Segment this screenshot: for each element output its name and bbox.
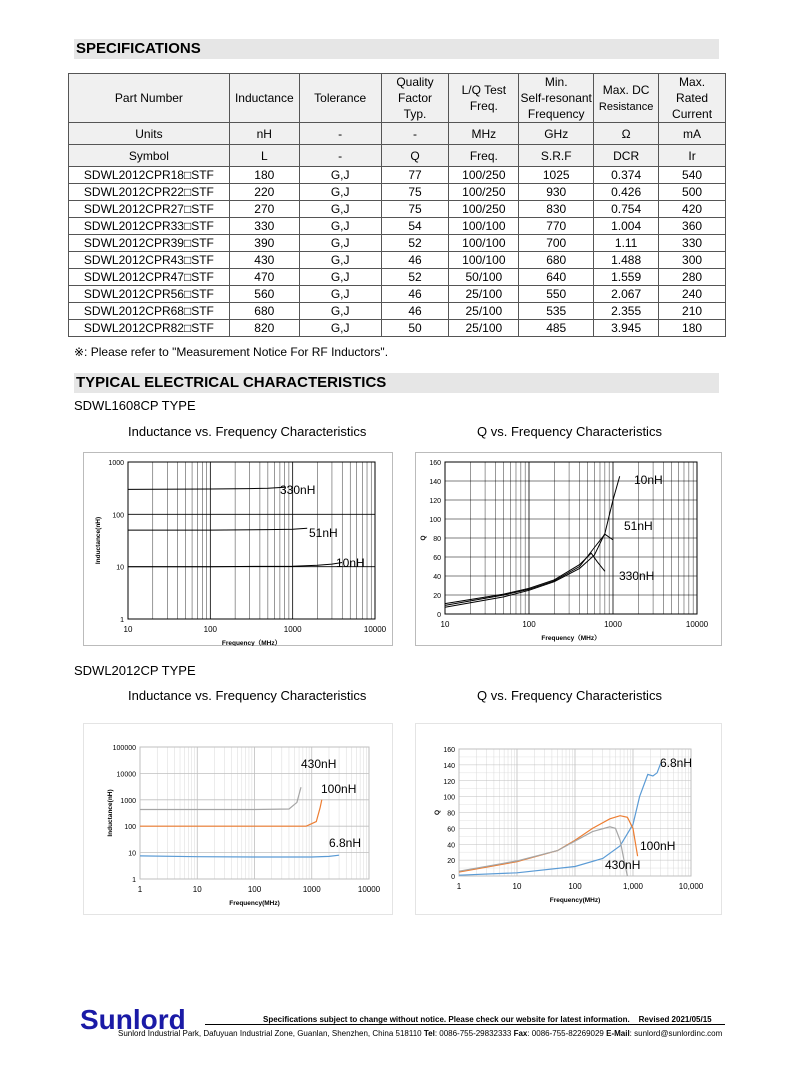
table-cell: 680 xyxy=(519,252,594,269)
symbol-row xyxy=(69,145,726,167)
email-value: : sunlord@sunlordinc.com xyxy=(629,1029,723,1038)
part-number-cell: SDWL2012CPR27□STF xyxy=(69,201,230,218)
table-cell: mA xyxy=(659,123,726,145)
x-tick-label: 1000 xyxy=(604,620,622,629)
table-cell: G,J xyxy=(299,235,381,252)
table-cell: 100/100 xyxy=(449,235,519,252)
part-number-cell: SDWL2012CPR22□STF xyxy=(69,184,230,201)
x-tick-label: 10000 xyxy=(685,620,709,629)
measurement-note: ※: Please refer to "Measurement Notice For RF Inductors". xyxy=(74,345,389,359)
y-tick-label: 80 xyxy=(447,810,455,818)
table-cell: 700 xyxy=(519,235,594,252)
part-number-cell: SDWL2012CPR47□STF xyxy=(69,269,230,286)
header-line: Rated xyxy=(676,91,709,105)
header-line: Max. xyxy=(679,75,706,89)
table-cell: 420 xyxy=(659,201,726,218)
table-cell: Units xyxy=(69,123,230,145)
x-tick-label: 100 xyxy=(247,885,262,894)
tel-value: : 0086-755-29832333 xyxy=(434,1029,512,1038)
table-cell: S.R.F xyxy=(519,145,594,167)
x-axis-label: Frequency(MHz) xyxy=(549,897,601,904)
table-cell: 830 xyxy=(519,201,594,218)
notice-text: Specifications subject to change without notice. Please check our website for latest information. xyxy=(263,1015,630,1024)
table-cell: 52 xyxy=(381,235,449,252)
series-label: 10nH xyxy=(336,556,365,570)
table-cell: 50/100 xyxy=(449,269,519,286)
series-label: 10nH xyxy=(634,473,663,487)
y-tick-label: 20 xyxy=(433,593,441,600)
typical-characteristics-heading: TYPICAL ELECTRICAL CHARACTERISTICS xyxy=(74,373,719,393)
table-row xyxy=(69,218,726,235)
table-cell: G,J xyxy=(299,201,381,218)
y-tick-label: 100 xyxy=(112,512,124,520)
y-tick-label: 120 xyxy=(429,498,441,505)
table-cell: - xyxy=(299,123,381,145)
header-line: L/Q Test xyxy=(461,83,507,97)
table-cell: G,J xyxy=(299,167,381,184)
y-tick-label: 1 xyxy=(120,617,124,624)
y-tick-label: 1000 xyxy=(120,797,136,805)
table-cell: 330 xyxy=(229,218,299,235)
table-cell: 100/100 xyxy=(449,252,519,269)
y-tick-label: 1 xyxy=(132,877,136,884)
table-cell: 75 xyxy=(381,201,449,218)
header-quality-factor xyxy=(381,74,449,123)
table-cell: 180 xyxy=(229,167,299,184)
x-tick-label: 10000 xyxy=(357,885,381,894)
table-cell: 560 xyxy=(229,286,299,303)
y-tick-label: 20 xyxy=(447,858,455,866)
table-cell: 680 xyxy=(229,303,299,320)
footer-address xyxy=(118,1029,722,1038)
table-cell: 0.374 xyxy=(594,167,659,184)
specifications-heading: SPECIFICATIONS xyxy=(74,39,719,59)
table-cell: 360 xyxy=(659,218,726,235)
chart-title-l-1608: Inductance vs. Frequency Characteristics xyxy=(128,424,367,439)
header-line: Typ. xyxy=(403,107,427,121)
table-cell: 77 xyxy=(381,167,449,184)
specifications-table xyxy=(68,73,726,337)
table-cell: Q xyxy=(381,145,449,167)
part-number-cell: SDWL2012CPR68□STF xyxy=(69,303,230,320)
chart-inductance-2012 xyxy=(83,723,393,915)
y-tick-label: 0 xyxy=(437,612,441,619)
x-tick-label: 10 xyxy=(123,625,133,634)
part-number-cell: SDWL2012CPR33□STF xyxy=(69,218,230,235)
x-axis-label: Frequency(MHz) xyxy=(229,900,280,907)
header-line: Current xyxy=(672,107,713,121)
table-cell: - xyxy=(299,145,381,167)
y-tick-label: 80 xyxy=(433,536,441,543)
table-cell: nH xyxy=(229,123,299,145)
email-label: E-Mail xyxy=(606,1029,630,1038)
x-tick-label: 1,000 xyxy=(622,882,644,891)
table-cell: G,J xyxy=(299,218,381,235)
y-tick-label: 10000 xyxy=(116,771,136,779)
table-cell: 54 xyxy=(381,218,449,235)
table-cell: 820 xyxy=(229,320,299,337)
header-part-number: Part Number xyxy=(69,74,230,123)
x-tick-label: 1 xyxy=(456,882,462,891)
table-header-row xyxy=(69,74,726,123)
table-row xyxy=(69,286,726,303)
table-cell: 180 xyxy=(659,320,726,337)
table-cell: 2.067 xyxy=(594,286,659,303)
table-cell: 25/100 xyxy=(449,303,519,320)
table-cell: 52 xyxy=(381,269,449,286)
y-axis-label: Q xyxy=(420,535,427,541)
y-axis-label: Inductance(nH) xyxy=(95,516,102,565)
chart-inductance-1608 xyxy=(83,452,393,646)
header-lq-test-freq xyxy=(449,74,519,123)
table-cell: 1.559 xyxy=(594,269,659,286)
y-axis-label: Inductance(nH) xyxy=(107,789,114,837)
part-number-cell: SDWL2012CPR82□STF xyxy=(69,320,230,337)
table-cell: 300 xyxy=(659,252,726,269)
y-tick-label: 100 xyxy=(443,794,455,802)
y-tick-label: 40 xyxy=(433,574,441,581)
y-tick-label: 140 xyxy=(429,479,441,486)
y-tick-label: 160 xyxy=(429,460,441,467)
part-number-cell: SDWL2012CPR39□STF xyxy=(69,235,230,252)
footer-notice xyxy=(263,1015,712,1024)
table-cell: 220 xyxy=(229,184,299,201)
header-line: Min. xyxy=(544,75,568,89)
header-tolerance: Tolerance xyxy=(299,74,381,123)
fax-label: Fax xyxy=(513,1029,528,1038)
x-tick-label: 100 xyxy=(203,625,218,634)
table-cell: 535 xyxy=(519,303,594,320)
x-tick-label: 10000 xyxy=(363,625,387,634)
series-label: 430nH xyxy=(605,858,641,872)
table-cell: 210 xyxy=(659,303,726,320)
header-line: Freq. xyxy=(469,99,498,113)
y-tick-label: 160 xyxy=(443,747,455,754)
series-label: 100nH xyxy=(321,782,357,796)
series-label: 51nH xyxy=(309,526,338,540)
y-axis-label: Q xyxy=(434,809,441,816)
table-cell: 75 xyxy=(381,184,449,201)
table-cell: 100/250 xyxy=(449,201,519,218)
series-label: 330nH xyxy=(280,483,316,497)
table-cell: 50 xyxy=(381,320,449,337)
header-line: Max. DC xyxy=(602,82,650,97)
table-cell: 1.11 xyxy=(594,235,659,252)
y-tick-label: 100000 xyxy=(112,745,136,752)
type-label-2012: SDWL2012CP TYPE xyxy=(74,663,196,678)
y-tick-label: 40 xyxy=(447,842,455,850)
y-tick-label: 10 xyxy=(116,564,124,572)
table-cell: 46 xyxy=(381,303,449,320)
table-cell: 770 xyxy=(519,218,594,235)
x-axis-label: Frequency（MHz） xyxy=(221,640,282,646)
part-number-cell: SDWL2012CPR56□STF xyxy=(69,286,230,303)
table-cell: Ω xyxy=(594,123,659,145)
table-cell: 100/250 xyxy=(449,167,519,184)
part-number-cell: SDWL2012CPR18□STF xyxy=(69,167,230,184)
table-row xyxy=(69,320,726,337)
table-row xyxy=(69,235,726,252)
series-label: 430nH xyxy=(301,757,337,771)
series-label: 100nH xyxy=(640,839,676,853)
table-cell: G,J xyxy=(299,252,381,269)
table-cell: 240 xyxy=(659,286,726,303)
table-cell: 430 xyxy=(229,252,299,269)
table-row xyxy=(69,269,726,286)
revised-date: Revised 2021/05/15 xyxy=(638,1015,712,1024)
table-cell: - xyxy=(381,123,449,145)
x-tick-label: 1000 xyxy=(302,885,321,894)
x-tick-label: 10,000 xyxy=(678,882,704,891)
chart-title-q-1608: Q vs. Frequency Characteristics xyxy=(477,424,662,439)
table-cell: 270 xyxy=(229,201,299,218)
table-cell: MHz xyxy=(449,123,519,145)
address-text: Sunlord Industrial Park, Dafuyuan Industrial Zone, Guanlan, Shenzhen, China 518110 xyxy=(118,1029,422,1038)
table-cell: 550 xyxy=(519,286,594,303)
y-tick-label: 140 xyxy=(443,762,455,770)
table-cell: 25/100 xyxy=(449,286,519,303)
part-number-cell: SDWL2012CPR43□STF xyxy=(69,252,230,269)
table-cell: DCR xyxy=(594,145,659,167)
table-cell: GHz xyxy=(519,123,594,145)
table-cell: 1025 xyxy=(519,167,594,184)
table-row xyxy=(69,184,726,201)
table-cell: 930 xyxy=(519,184,594,201)
table-cell: 3.945 xyxy=(594,320,659,337)
table-cell: 280 xyxy=(659,269,726,286)
x-tick-label: 10 xyxy=(192,885,202,894)
y-tick-label: 120 xyxy=(443,778,455,786)
series-label: 51nH xyxy=(624,519,653,533)
table-cell: 540 xyxy=(659,167,726,184)
x-tick-label: 1000 xyxy=(283,625,302,634)
table-cell: 46 xyxy=(381,286,449,303)
table-cell: G,J xyxy=(299,269,381,286)
table-row xyxy=(69,303,726,320)
chart-frame xyxy=(416,453,722,646)
table-cell: 100/100 xyxy=(449,218,519,235)
header-inductance: Inductance xyxy=(229,74,299,123)
header-line: Resistance xyxy=(598,100,654,113)
table-row xyxy=(69,167,726,184)
type-label-1608: SDWL1608CP TYPE xyxy=(74,398,196,413)
y-tick-label: 60 xyxy=(447,826,455,834)
x-tick-label: 1 xyxy=(137,885,143,894)
series-label: 330nH xyxy=(619,569,655,583)
x-tick-label: 10 xyxy=(512,882,522,891)
footer-divider xyxy=(205,1024,725,1025)
x-tick-label: 10 xyxy=(440,620,450,629)
table-cell: Freq. xyxy=(449,145,519,167)
table-cell: 470 xyxy=(229,269,299,286)
table-cell: G,J xyxy=(299,303,381,320)
y-tick-label: 10 xyxy=(128,850,136,858)
table-cell: L xyxy=(229,145,299,167)
chart-q-2012 xyxy=(415,723,722,915)
y-tick-label: 100 xyxy=(124,824,136,832)
table-cell: 46 xyxy=(381,252,449,269)
x-tick-label: 100 xyxy=(522,620,536,629)
table-body xyxy=(69,167,726,337)
table-row xyxy=(69,252,726,269)
x-tick-label: 100 xyxy=(568,882,582,891)
tel-label: Tel xyxy=(423,1029,435,1038)
header-rated-current xyxy=(659,74,726,123)
table-cell: 100/250 xyxy=(449,184,519,201)
chart-title-q-2012: Q vs. Frequency Characteristics xyxy=(477,688,662,703)
chart-frame xyxy=(84,453,393,646)
table-cell: Symbol xyxy=(69,145,230,167)
table-cell: Ir xyxy=(659,145,726,167)
header-line: Frequency xyxy=(527,107,585,121)
table-cell: 2.355 xyxy=(594,303,659,320)
fax-value: : 0086-755-82269029 xyxy=(527,1029,604,1038)
x-axis-label: Frequency（MHz） xyxy=(541,635,601,642)
y-tick-label: 60 xyxy=(433,555,441,562)
header-line: Self-resonant xyxy=(520,91,592,105)
table-cell: 640 xyxy=(519,269,594,286)
table-cell: 485 xyxy=(519,320,594,337)
table-cell: 390 xyxy=(229,235,299,252)
table-cell: G,J xyxy=(299,320,381,337)
series-label: 6.8nH xyxy=(660,756,693,770)
y-tick-label: 100 xyxy=(429,517,441,524)
table-cell: 1.004 xyxy=(594,218,659,235)
table-cell: G,J xyxy=(299,286,381,303)
chart-q-1608 xyxy=(415,452,722,646)
table-cell: 25/100 xyxy=(449,320,519,337)
header-line: Factor xyxy=(398,91,433,105)
table-cell: 330 xyxy=(659,235,726,252)
chart-title-l-2012: Inductance vs. Frequency Characteristics xyxy=(128,688,367,703)
table-cell: 1.488 xyxy=(594,252,659,269)
units-row xyxy=(69,123,726,145)
y-tick-label: 0 xyxy=(451,874,455,881)
series-label: 6.8nH xyxy=(329,836,362,850)
header-srf xyxy=(519,74,594,123)
header-line: Quality xyxy=(396,75,434,89)
y-tick-label: 1000 xyxy=(108,460,124,467)
sunlord-logo: Sunlord xyxy=(80,1004,186,1035)
table-row xyxy=(69,201,726,218)
table-cell: 0.754 xyxy=(594,201,659,218)
header-dc-resistance xyxy=(594,74,659,123)
table-cell: 500 xyxy=(659,184,726,201)
table-cell: 0.426 xyxy=(594,184,659,201)
table-cell: G,J xyxy=(299,184,381,201)
